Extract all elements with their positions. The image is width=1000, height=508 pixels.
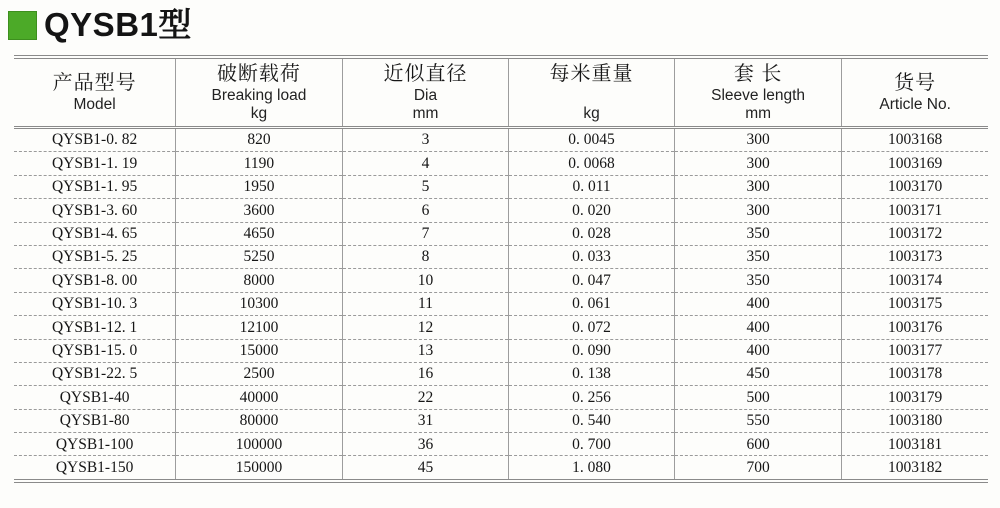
column-header-sleeve-length [674,57,842,128]
table-row [14,199,988,222]
header-dia-unit: mm [412,104,439,122]
table-header [14,57,988,128]
table-cell: QYSB1-1. 95 [14,175,176,198]
table-row [14,433,988,456]
header-sleeve-length-zh: 套 长 [733,62,783,85]
table-cell: 0. 011 [509,175,675,198]
table-cell: 1003182 [842,456,988,481]
table-cell: 1003172 [842,222,988,245]
table-row [14,339,988,362]
table-cell: 11 [342,292,509,315]
header-breaking-load-en: Breaking load [211,86,307,104]
table-cell: 45 [342,456,509,481]
table-cell: 150000 [176,456,343,481]
table-cell: 12 [342,316,509,339]
table-cell: 0. 540 [509,409,675,432]
green-square-bullet-icon [8,11,37,40]
table-cell: QYSB1-5. 25 [14,245,176,268]
header-breaking-load-unit: kg [250,104,268,122]
table-cell: 12100 [176,316,343,339]
table-cell: 0. 0068 [509,152,675,175]
table-cell: 0. 256 [509,386,675,409]
table-cell: 400 [674,316,842,339]
table-cell: 8 [342,245,509,268]
column-header-model [14,57,176,128]
table-cell: 6 [342,199,509,222]
header-sleeve-length-unit: mm [745,104,772,122]
table-row [14,152,988,175]
header-model-en: Model [73,95,116,113]
table-cell: 10 [342,269,509,292]
table-cell: 350 [674,269,842,292]
table-cell: 300 [674,175,842,198]
table-cell: QYSB1-40 [14,386,176,409]
table-cell: 36 [342,433,509,456]
table-row [14,245,988,268]
header-weight-unit: kg [583,104,600,122]
table-cell: 3600 [176,199,343,222]
table-cell: 0. 028 [509,222,675,245]
table-cell: 0. 0045 [509,128,675,152]
table-cell: 40000 [176,386,343,409]
table-cell: 8000 [176,269,343,292]
table-cell: 7 [342,222,509,245]
table-cell: 0. 138 [509,362,675,385]
header-sleeve-length-en: Sleeve length [711,86,806,104]
header-article-no-en: Article No. [879,95,951,113]
table-cell: QYSB1-150 [14,456,176,481]
header-weight-zh: 每米重量 [549,62,634,85]
table-cell: 600 [674,433,842,456]
table-cell: 350 [674,222,842,245]
table-cell: 1003180 [842,409,988,432]
table-row [14,175,988,198]
table-cell: 820 [176,128,343,152]
header-dia-en: Dia [413,86,438,104]
table-row [14,362,988,385]
table-cell: 350 [674,245,842,268]
table-cell: 400 [674,292,842,315]
table-cell: 1003170 [842,175,988,198]
column-header-breaking-load [176,57,343,128]
table-body [14,128,988,481]
table-cell: 1003175 [842,292,988,315]
table-cell: 1003171 [842,199,988,222]
table-cell: 0. 700 [509,433,675,456]
table-cell: 1003181 [842,433,988,456]
table-cell: 0. 033 [509,245,675,268]
table-cell: QYSB1-100 [14,433,176,456]
table-cell: 300 [674,152,842,175]
page-title-bar [8,8,192,43]
column-header-article-no [842,57,988,128]
table-cell: 0. 072 [509,316,675,339]
table-cell: QYSB1-1. 19 [14,152,176,175]
table-cell: 700 [674,456,842,481]
table-cell: 1190 [176,152,343,175]
table-cell: 5 [342,175,509,198]
table-cell: 1003168 [842,128,988,152]
column-header-dia [342,57,509,128]
table-cell: 450 [674,362,842,385]
table-cell: QYSB1-0. 82 [51,131,138,149]
table-cell: 1003169 [842,152,988,175]
header-weight-spacer [509,87,674,105]
table-cell: 4650 [176,222,343,245]
table-cell: QYSB1-12. 1 [14,316,176,339]
table-cell: 80000 [176,409,343,432]
table-cell: 0. 020 [509,199,675,222]
table-cell: 0. 061 [509,292,675,315]
table-cell: 1. 080 [509,456,675,481]
table-cell: 1003177 [842,339,988,362]
table-cell: 300 [674,128,842,152]
table-cell: QYSB1-80 [14,409,176,432]
table-row [14,222,988,245]
header-breaking-load-zh: 破断载荷 [216,62,301,85]
table-cell: 10300 [176,292,343,315]
table-row [14,316,988,339]
table-cell: 22 [342,386,509,409]
table-row [14,456,988,481]
table-row [14,409,988,432]
table-row [14,292,988,315]
table-cell: QYSB1-4. 65 [14,222,176,245]
product-spec-table [14,55,988,483]
table-row [14,128,988,152]
table-cell: 31 [342,409,509,432]
table-cell: 1950 [176,175,343,198]
table-cell: 16 [342,362,509,385]
header-model-zh: 产品型号 [52,71,137,94]
table-cell: 550 [674,409,842,432]
table-row [14,386,988,409]
table-cell: 1003173 [842,245,988,268]
table-cell: QYSB1-3. 60 [14,199,176,222]
column-header-weight-per-meter [509,57,675,128]
table-cell: 500 [674,386,842,409]
table-cell: 1003174 [842,269,988,292]
table-cell: 1003178 [842,362,988,385]
table-cell: 2500 [176,362,343,385]
table-cell: QYSB1-22. 5 [14,362,176,385]
header-dia-zh: 近似直径 [383,62,468,85]
table-cell: 3 [342,128,509,152]
page-title: QYSB1型 [44,6,192,43]
table-row [14,269,988,292]
table-cell: 0. 090 [509,339,675,362]
table-cell: 300 [674,199,842,222]
table-cell: QYSB1-10. 3 [14,292,176,315]
table-cell: 1003176 [842,316,988,339]
table-cell: 13 [342,339,509,362]
table-cell: 5250 [176,245,343,268]
header-article-no-zh: 货号 [894,71,937,94]
table-cell: 0. 047 [509,269,675,292]
table-cell: 100000 [176,433,343,456]
table-cell: QYSB1-8. 00 [14,269,176,292]
table-cell: 400 [674,339,842,362]
table-cell: 4 [342,152,509,175]
table-cell: 15000 [176,339,343,362]
table-cell: QYSB1-15. 0 [14,339,176,362]
table-cell: 1003179 [842,386,988,409]
